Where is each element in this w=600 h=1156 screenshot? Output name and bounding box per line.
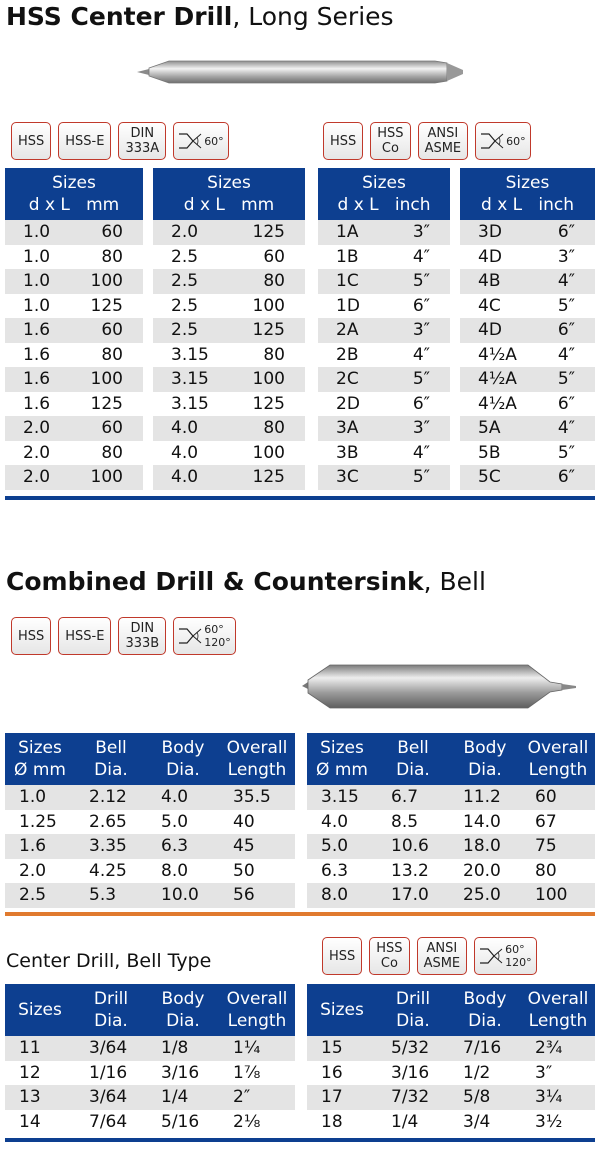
table-cell: 5.0: [307, 834, 377, 859]
table-cell: 3D: [460, 220, 528, 245]
table-row: [5, 1085, 295, 1110]
table-cell: 1⅞: [219, 1061, 295, 1086]
spec-badge: HSS-E: [58, 617, 111, 655]
table-cell: 14.0: [449, 810, 521, 835]
table-row: [5, 441, 305, 466]
table-cell: 6″: [528, 220, 595, 245]
spec-badge: HSS: [322, 937, 362, 975]
table-cell: 125: [226, 392, 305, 417]
table-cell: 1.6: [5, 834, 75, 859]
table-row: [5, 294, 305, 319]
table-cell: 20.0: [449, 859, 521, 884]
column-header: Drill Dia.: [377, 984, 449, 1036]
table-cell: 100: [74, 269, 143, 294]
table-cell: 1.0: [5, 245, 74, 270]
table-cell: 1.25: [5, 810, 75, 835]
table-cell: 60: [226, 245, 305, 270]
table-cell: 3½: [521, 1110, 595, 1135]
table-cell: 8.0: [307, 883, 377, 908]
table-cell: 4″: [383, 441, 450, 466]
table-cell: 5″: [383, 465, 450, 490]
table-row: [307, 810, 595, 835]
table-cell: 1.0: [5, 785, 75, 810]
bell-table-right: [307, 733, 595, 908]
table-cell: 2.5: [153, 245, 226, 270]
table-row: [318, 416, 595, 441]
table-cell: 16: [307, 1061, 377, 1086]
table-cell: 5″: [383, 367, 450, 392]
section2-title: [6, 567, 486, 596]
table-cell: 4″: [383, 245, 450, 270]
table-cell: 100: [226, 294, 305, 319]
table-cell: 2.5: [5, 883, 75, 908]
table-cell: 5.0: [147, 810, 219, 835]
table-cell: 4D: [460, 245, 528, 270]
table-cell: 80: [226, 416, 305, 441]
table-cell: 2.12: [75, 785, 147, 810]
table-row: [318, 220, 595, 245]
table-row: [5, 859, 295, 884]
table-cell: 4.0: [153, 441, 226, 466]
table-cell: 1/2: [449, 1061, 521, 1086]
inch-header-2: Sizes d x L inch: [460, 168, 595, 220]
table-cell: 4D: [460, 318, 528, 343]
section1-bottom-rule: [5, 496, 595, 500]
table-cell: 4.0: [153, 416, 226, 441]
table-cell: 80: [226, 269, 305, 294]
table-row: [318, 367, 595, 392]
table-cell: 2″: [219, 1085, 295, 1110]
spec-badge: HSS-E: [58, 122, 111, 160]
table-cell: 125: [226, 220, 305, 245]
table-cell: 2.0: [5, 859, 75, 884]
inch-size-table: [318, 168, 595, 490]
table-cell: 4.25: [75, 859, 147, 884]
table-cell: 1.6: [5, 343, 74, 368]
section1-badges-left: [11, 122, 229, 160]
table-cell: 3/64: [75, 1036, 147, 1061]
column-header: Overall Length: [219, 733, 295, 785]
table-cell: 1.0: [5, 220, 74, 245]
column-header: Sizes Ø mm: [5, 733, 75, 785]
table-row: [307, 1061, 595, 1086]
table-row: [5, 883, 295, 908]
drill-angle-icon: [479, 945, 503, 967]
table-cell: 25.0: [449, 883, 521, 908]
table-cell: 80: [74, 343, 143, 368]
table-cell: 3/4: [449, 1110, 521, 1135]
table-cell: 56: [219, 883, 295, 908]
spec-badge: [173, 617, 236, 655]
table-cell: 7/64: [75, 1110, 147, 1135]
table-cell: 7/32: [377, 1085, 449, 1110]
table-row: [307, 883, 595, 908]
table-cell: 3/16: [147, 1061, 219, 1086]
table-cell: 4.0: [153, 465, 226, 490]
column-header: Overall Length: [521, 984, 595, 1036]
spec-badge: ANSI ASME: [418, 122, 469, 160]
column-header: Overall Length: [219, 984, 295, 1036]
table-cell: 2¾: [521, 1036, 595, 1061]
table-cell: 1/4: [147, 1085, 219, 1110]
column-header: Bell Dia.: [75, 733, 147, 785]
spec-badge: HSS: [11, 122, 51, 160]
table-cell: 17: [307, 1085, 377, 1110]
table-cell: 10.6: [377, 834, 449, 859]
section3-badges: [322, 937, 537, 975]
table-cell: 5/8: [449, 1085, 521, 1110]
table-cell: 100: [226, 441, 305, 466]
table-cell: 60: [521, 785, 595, 810]
table-cell: 3B: [318, 441, 383, 466]
table-cell: 6.7: [377, 785, 449, 810]
section1-title: [6, 2, 394, 31]
table-cell: 8.0: [147, 859, 219, 884]
table-cell: 4½A: [460, 343, 528, 368]
table-cell: 17.0: [377, 883, 449, 908]
table-cell: 13.2: [377, 859, 449, 884]
table-cell: 14: [5, 1110, 75, 1135]
column-header: Sizes: [307, 984, 377, 1036]
spec-badge: HSS: [323, 122, 363, 160]
table-cell: 4″: [383, 343, 450, 368]
table-cell: 100: [521, 883, 595, 908]
table-cell: 4½A: [460, 367, 528, 392]
table-cell: 3.15: [153, 367, 226, 392]
table-cell: 4.0: [147, 785, 219, 810]
metric-size-table: [5, 168, 305, 490]
table-cell: 3.35: [75, 834, 147, 859]
section2-badges: [11, 617, 236, 655]
table-cell: 13: [5, 1085, 75, 1110]
table-cell: 125: [74, 294, 143, 319]
table-cell: 5″: [528, 367, 595, 392]
spec-badge: [475, 122, 531, 160]
spec-badge: DIN 333B: [118, 617, 166, 655]
section1-title-bold: HSS Center Drill: [6, 2, 233, 31]
table-cell: 3″: [383, 416, 450, 441]
column-header: Drill Dia.: [75, 984, 147, 1036]
table-cell: 3C: [318, 465, 383, 490]
table-cell: 80: [226, 343, 305, 368]
table-cell: 2D: [318, 392, 383, 417]
table-cell: 60: [74, 220, 143, 245]
table-row: [5, 1061, 295, 1086]
table-row: [307, 785, 595, 810]
table-row: [318, 269, 595, 294]
table-row: [5, 245, 305, 270]
table-row: [318, 441, 595, 466]
table-cell: 4B: [460, 269, 528, 294]
table-cell: 2.0: [5, 441, 74, 466]
bell-table-left: [5, 733, 295, 908]
table-cell: 4C: [460, 294, 528, 319]
table-cell: 75: [521, 834, 595, 859]
section1-title-rest: , Long Series: [232, 2, 394, 31]
table-cell: 5/32: [377, 1036, 449, 1061]
table-cell: 40: [219, 810, 295, 835]
table-cell: 18: [307, 1110, 377, 1135]
table-row: [318, 343, 595, 368]
section2-title-rest: , Bell: [423, 567, 486, 596]
table-cell: 3″: [383, 220, 450, 245]
column-header: Body Dia.: [449, 984, 521, 1036]
table-cell: 2.0: [153, 220, 226, 245]
table-row: [307, 1110, 595, 1135]
section3-subtitle: Center Drill, Bell Type: [6, 950, 212, 972]
table-cell: 6″: [383, 392, 450, 417]
table-row: [307, 1085, 595, 1110]
table-cell: 5″: [383, 269, 450, 294]
table-cell: 6″: [528, 392, 595, 417]
table-row: [307, 859, 595, 884]
angle-badge-label: 60° 120°: [505, 943, 532, 969]
table-cell: 6.3: [147, 834, 219, 859]
table-row: [307, 834, 595, 859]
bell-drill-image: [300, 660, 580, 710]
column-header: Body Dia.: [147, 733, 219, 785]
table-cell: 4″: [528, 343, 595, 368]
angle-badge-label: 60° 120°: [204, 623, 231, 649]
table-cell: 11: [5, 1036, 75, 1061]
table-cell: 3.15: [153, 392, 226, 417]
table-cell: 6″: [383, 294, 450, 319]
table-cell: 1C: [318, 269, 383, 294]
spec-badge: HSS: [11, 617, 51, 655]
column-header: Overall Length: [521, 733, 595, 785]
table-row: [5, 416, 305, 441]
table-cell: 100: [74, 367, 143, 392]
table-cell: 4.0: [307, 810, 377, 835]
table-cell: 8.5: [377, 810, 449, 835]
table-cell: 2.0: [5, 416, 74, 441]
section1-badges-right: [323, 122, 531, 160]
table-cell: 1B: [318, 245, 383, 270]
table-cell: 3/16: [377, 1061, 449, 1086]
table-cell: 5B: [460, 441, 528, 466]
table-cell: 15: [307, 1036, 377, 1061]
angle-badge-label: 60°: [506, 134, 526, 148]
table-cell: 2⅛: [219, 1110, 295, 1135]
drill-angle-icon: [178, 625, 202, 647]
table-cell: 5″: [528, 441, 595, 466]
table-cell: 1.6: [5, 392, 74, 417]
column-header: Sizes Ø mm: [307, 733, 377, 785]
spec-badge: [173, 122, 229, 160]
table-cell: 4½A: [460, 392, 528, 417]
table-cell: 80: [74, 245, 143, 270]
table-row: [5, 392, 305, 417]
table-cell: 3A: [318, 416, 383, 441]
section2-title-bold: Combined Drill & Countersink: [6, 567, 424, 596]
table-cell: 3¼: [521, 1085, 595, 1110]
table-row: [5, 269, 305, 294]
table-row: [5, 343, 305, 368]
section3-bottom-rule: [5, 1138, 595, 1142]
table-cell: 125: [226, 465, 305, 490]
spec-badge: ANSI ASME: [417, 937, 468, 975]
table-cell: 3.15: [153, 343, 226, 368]
table-row: [318, 318, 595, 343]
table-cell: 3″: [521, 1061, 595, 1086]
table-cell: 2C: [318, 367, 383, 392]
table-cell: 1/16: [75, 1061, 147, 1086]
table-cell: 10.0: [147, 883, 219, 908]
table-cell: 1.0: [5, 269, 74, 294]
table-row: [5, 318, 305, 343]
table-row: [5, 834, 295, 859]
table-cell: 3/64: [75, 1085, 147, 1110]
spec-badge: HSS Co: [370, 122, 410, 160]
table-cell: 2.0: [5, 465, 74, 490]
spec-badge: DIN 333A: [118, 122, 166, 160]
table-cell: 5/16: [147, 1110, 219, 1135]
section2-bottom-rule: [5, 912, 595, 916]
table-cell: 2.5: [153, 294, 226, 319]
table-cell: 1D: [318, 294, 383, 319]
table-cell: 18.0: [449, 834, 521, 859]
column-header: Bell Dia.: [377, 733, 449, 785]
table-cell: 7/16: [449, 1036, 521, 1061]
table-cell: 12: [5, 1061, 75, 1086]
table-row: [5, 220, 305, 245]
metric-header-2: Sizes d x L mm: [153, 168, 305, 220]
table-row: [5, 1036, 295, 1061]
table-row: [5, 1110, 295, 1135]
table-cell: 80: [74, 441, 143, 466]
spec-badge: [474, 937, 537, 975]
table-row: [5, 367, 305, 392]
column-header: Body Dia.: [147, 984, 219, 1036]
table-row: [5, 785, 295, 810]
table-cell: 100: [74, 465, 143, 490]
table-cell: 2B: [318, 343, 383, 368]
table-cell: 2.65: [75, 810, 147, 835]
table-cell: 125: [226, 318, 305, 343]
table-cell: 3″: [528, 245, 595, 270]
table-cell: 35.5: [219, 785, 295, 810]
table-cell: 60: [74, 416, 143, 441]
table-cell: 5″: [528, 294, 595, 319]
long-center-drill-image: [135, 57, 465, 87]
angle-badge-label: 60°: [204, 134, 224, 148]
column-header: Sizes: [5, 984, 75, 1036]
table-cell: 67: [521, 810, 595, 835]
table-cell: 6″: [528, 465, 595, 490]
table-row: [5, 810, 295, 835]
table-cell: 11.2: [449, 785, 521, 810]
table-row: [318, 294, 595, 319]
bell-type-table-left: [5, 984, 295, 1134]
table-row: [5, 465, 305, 490]
table-cell: 3.15: [307, 785, 377, 810]
table-row: [318, 465, 595, 490]
table-cell: 2.5: [153, 318, 226, 343]
drill-angle-icon: [178, 130, 202, 152]
table-cell: 6.3: [307, 859, 377, 884]
table-cell: 125: [74, 392, 143, 417]
table-cell: 1/8: [147, 1036, 219, 1061]
table-cell: 2A: [318, 318, 383, 343]
inch-header-1: Sizes d x L inch: [318, 168, 450, 220]
table-cell: 45: [219, 834, 295, 859]
table-cell: 60: [74, 318, 143, 343]
spec-badge: HSS Co: [369, 937, 409, 975]
table-cell: 50: [219, 859, 295, 884]
table-cell: 1A: [318, 220, 383, 245]
table-cell: 1.6: [5, 367, 74, 392]
bell-type-table-right: [307, 984, 595, 1134]
table-cell: 1.6: [5, 318, 74, 343]
table-cell: 5.3: [75, 883, 147, 908]
table-cell: 1¼: [219, 1036, 295, 1061]
table-cell: 5C: [460, 465, 528, 490]
drill-angle-icon: [480, 130, 504, 152]
table-cell: 3″: [383, 318, 450, 343]
table-cell: 80: [521, 859, 595, 884]
table-cell: 4″: [528, 269, 595, 294]
table-cell: 1.0: [5, 294, 74, 319]
metric-header-1: Sizes d x L mm: [5, 168, 143, 220]
table-row: [318, 392, 595, 417]
table-cell: 5A: [460, 416, 528, 441]
table-cell: 6″: [528, 318, 595, 343]
table-cell: 4″: [528, 416, 595, 441]
column-header: Body Dia.: [449, 733, 521, 785]
table-cell: 2.5: [153, 269, 226, 294]
table-cell: 1/4: [377, 1110, 449, 1135]
table-row: [318, 245, 595, 270]
table-cell: 100: [226, 367, 305, 392]
table-row: [307, 1036, 595, 1061]
